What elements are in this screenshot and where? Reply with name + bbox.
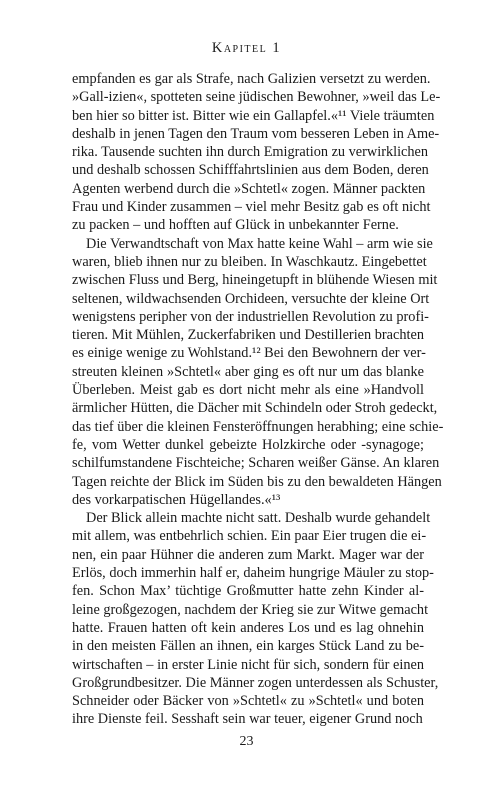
text-line: fen. Schon Max’ tüchtige Großmutter hatte zehn Kinder al- [72,583,424,600]
text-line: es einige wenige zu Wohlstand.¹² Bei den Bewohnern der ver- [72,345,426,362]
text-line: hatte. Frauen hatten oft kein anderes Los und es lag ohnehin [72,619,424,636]
text-line: das tief über die kleinen Fensteröffnungen herabhing; eine schie- [72,418,444,435]
text-line: ärmlicher Hütten, die Dächer mit Schindeln oder Stroh gedeckt, [72,400,438,417]
text-line: des vorkarpatischen Hügellandes.«¹³ [72,491,281,508]
text-line: Der Blick allein machte nicht satt. Deshalb wurde gehandelt [86,510,431,527]
paragraph [72,235,444,509]
text-line: »Gall-izien«, spotteten seine jüdischen Bewohner, »weil das Le- [72,89,441,106]
text-line: zwischen Fluss und Berg, hineingetupft in blühende Wiesen mit [72,272,438,289]
text-line: Frau und Kinder zusammen – viel mehr Besitz gab es oft nicht [72,199,431,216]
text-line: Schneider oder Bäcker von »Schtetl« zu »Schtetl« und boten [72,693,424,710]
text-line: und deshalb schossen Schifffahrtslinien aus dem Boden, deren [72,162,429,179]
text-line: ben hier so bitter ist. Bitter wie ein Gallapfel.«¹¹ Viele träumten [72,107,435,124]
text-line: waren, blieb ihnen nur zu bleiben. In Waschkautz. Eingebettet [72,253,427,270]
text-line: Die Verwandtschaft von Max hatte keine Wahl – arm wie sie [86,235,433,252]
text-line: tieren. Mit Mühlen, Zuckerfabriken und Destillerien brachten [72,327,424,344]
text-line: mit allem, was entbehrlich schien. Ein paar Eier trugen die ei- [72,528,427,545]
text-line: seltenen, wildwachsenden Orchideen, versuchte der kleine Ort [72,290,430,307]
page-number: 23 [239,734,254,749]
text-line: ihre Dienste feil. Sesshaft sein war teuer, eigener Grund noch [72,711,423,728]
text-line: wenigstens peripher von der industriellen Revolution zu profi- [72,308,429,325]
text-line: wirtschaften – in erster Linie nicht für sich, sondern für einen [72,656,424,673]
text-line: Erlös, doch immerhin half er, daheim hungrige Mäuler zu stop- [72,565,434,582]
text-line: fe, vom Wetter dunkel gebeizte Holzkirche oder -synagoge; [72,436,424,453]
text-line: Überleben. Meist gab es dort nicht mehr als eine »Handvoll [72,382,424,399]
text-line: empfanden es gar als Strafe, nach Galizien versetzt zu werden. [72,71,431,87]
text-line: schilfumstandene Fischteiche; Scharen weißer Gänse. An klaren [72,455,440,472]
running-header: Kapitel 1 [211,40,282,56]
paragraph [72,509,439,729]
text-line: deshalb in jenen Tagen den Traum vom besseren Leben in Ame- [72,125,440,142]
paragraph [72,70,441,235]
text-line: Tagen reichte der Blick im Süden bis zu den bewaldeten Hängen [72,473,442,490]
text-line: Agenten werbend durch die »Schtetl« zogen. Männer packten [72,180,426,197]
text-line: in den meisten Fällen an ihnen, ein karges Stück Land zu be- [72,638,424,655]
text-line: Großgrundbesitzer. Die Männer zogen unterdessen als Schuster, [72,674,439,691]
body-text [72,70,444,729]
text-line: nen, ein paar Hühner die anderen zum Markt. Mager war der [72,546,424,563]
text-line: rika. Tausende suchten ihn durch Emigration zu verwirklichen [72,144,429,161]
text-line: streuten kleinen »Schtetl« aber ging es oft nur um das blanke [72,363,424,380]
text-line: leine großgezogen, nachdem der Krieg sie zur Witwe gemacht [72,601,429,618]
text-line: zu packen – und hofften auf Glück in unbekannter Ferne. [72,217,399,234]
